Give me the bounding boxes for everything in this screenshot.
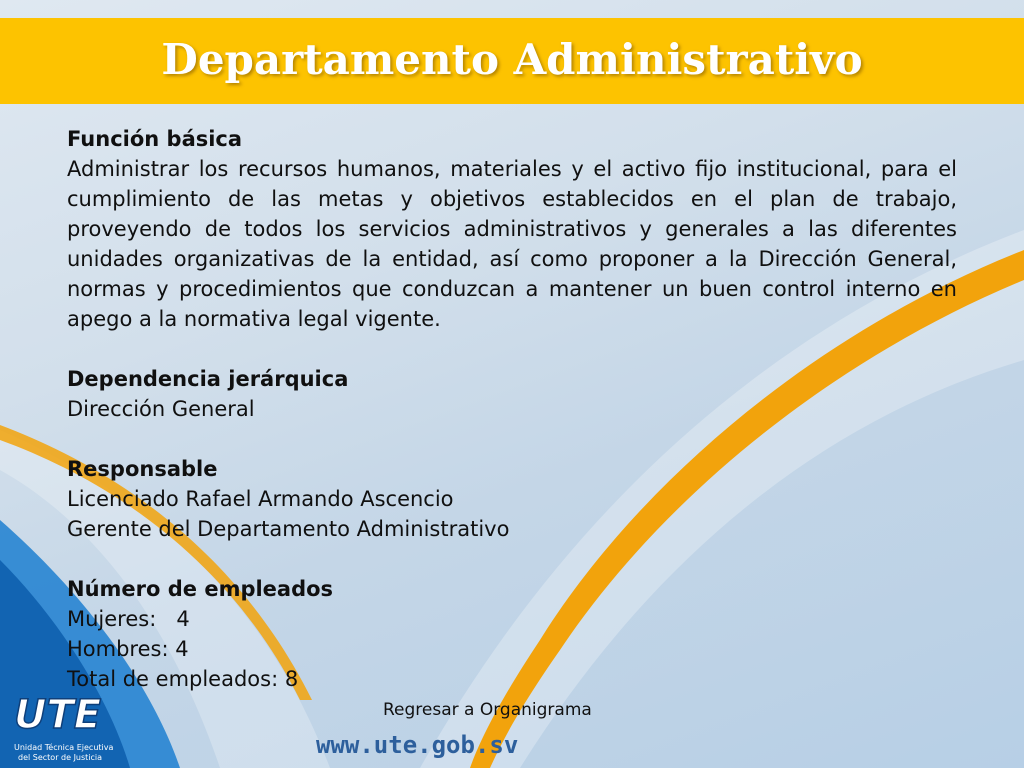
- spacer: [67, 544, 957, 574]
- website-text: www.ute.gob.sv: [316, 731, 519, 759]
- page-title: Departamento Administrativo: [161, 34, 863, 84]
- responsable-heading: Responsable: [67, 457, 218, 481]
- empleados-total: Total de empleados: 8: [67, 667, 299, 691]
- spacer: [67, 424, 957, 454]
- dependencia-value: Dirección General: [67, 397, 255, 421]
- ute-logo-text: UTE: [14, 692, 102, 738]
- content-area: [67, 124, 957, 694]
- responsable-name: Licenciado Rafael Armando Ascencio: [67, 487, 454, 511]
- empleados-heading: Número de empleados: [67, 577, 334, 601]
- funcion-heading: Función básica: [67, 127, 243, 151]
- spacer: [67, 334, 957, 364]
- empleados-mujeres: Mujeres: 4: [67, 607, 190, 631]
- empleados-hombres: Hombres: 4: [67, 637, 189, 661]
- funcion-text: Administrar los recursos humanos, materiales y el activo fijo institucional, para el cumplimiento de las metas y objetivos establecidos en el plan de trabajo, proveyendo de todos los servicios administrativos y generales a las diferentes unidades organizativas de la entidad, así como proponer a la Dirección General, normas y procedimientos que conduzcan a mantener un buen control interno en apego a la normativa legal vigente.: [67, 157, 957, 331]
- ute-logo: [10, 684, 120, 766]
- ute-logo-caption-1: Unidad Técnica Ejecutiva: [14, 743, 114, 752]
- dependencia-heading: Dependencia jerárquica: [67, 367, 349, 391]
- ute-logo-caption-2: del Sector de Justicia: [18, 753, 103, 762]
- title-bar: [0, 18, 1024, 104]
- responsable-role: Gerente del Departamento Administrativo: [67, 517, 510, 541]
- back-to-organigrama-link[interactable]: Regresar a Organigrama: [383, 700, 592, 720]
- website-url: [316, 728, 546, 762]
